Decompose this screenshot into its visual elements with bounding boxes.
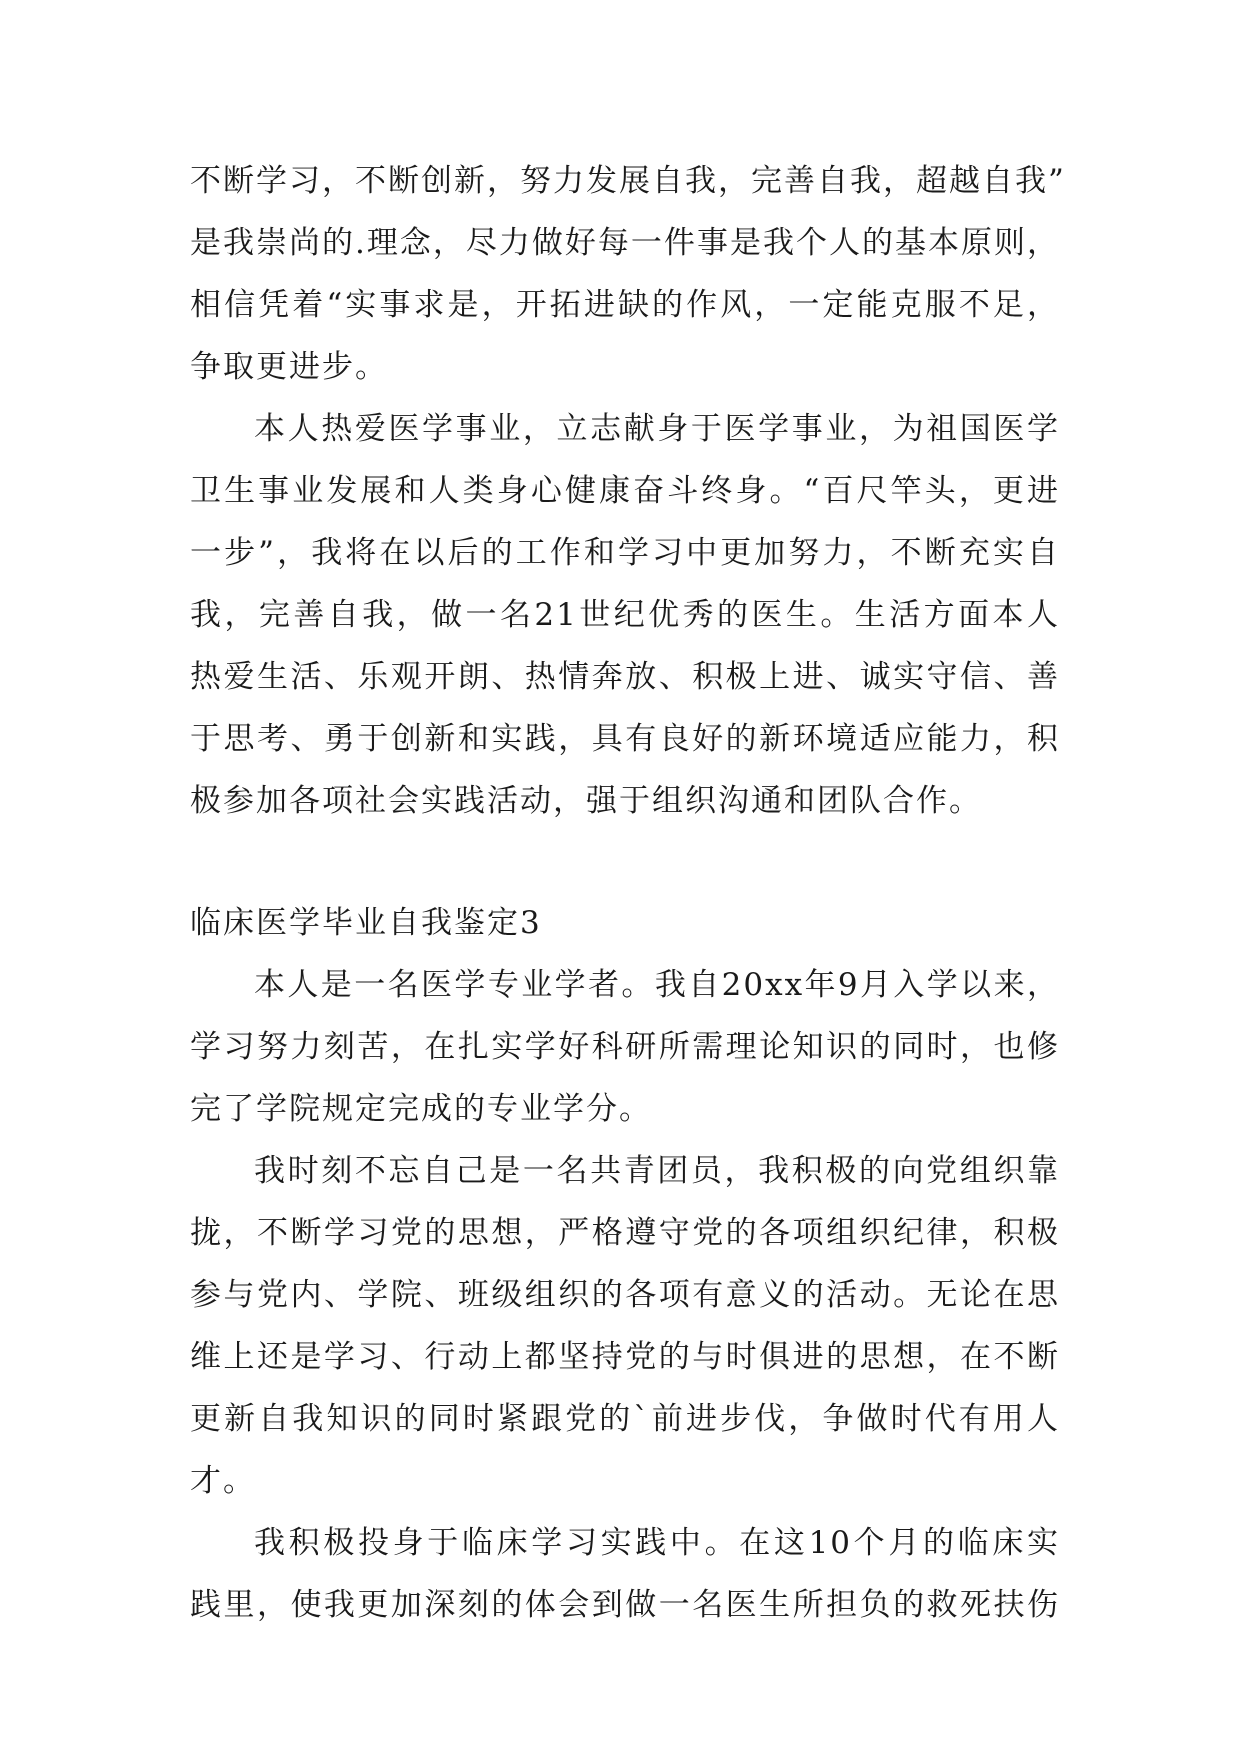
text-line: 极参加各项社会实践活动，强于组织沟通和团队合作。 — [190, 783, 982, 819]
paragraph — [190, 150, 1066, 398]
text-line: 卫生事业发展和人类身心健康奋斗终身。“百尺竿头，更进 — [190, 473, 1060, 509]
paragraph — [190, 1140, 1060, 1512]
text-line: 热爱生活、乐观开朗、热情奔放、积极上进、诚实守信、善 — [190, 659, 1060, 695]
paragraph — [190, 1512, 1060, 1636]
text-line: 我时刻不忘自己是一名共青团员，我积极的向党组织靠 — [254, 1153, 1060, 1189]
text-line: 参与党内、学院、班级组织的各项有意义的活动。无论在思 — [190, 1277, 1060, 1313]
paragraph — [190, 954, 1060, 1140]
text-line: 不断学习，不断创新，努力发展自我，完善自我，超越自我” — [190, 163, 1066, 199]
text-line: 争取更进步。 — [190, 349, 388, 385]
text-line: 相信凭着“实事求是，开拓进缺的作风，一定能克服不足， — [190, 287, 1060, 323]
section-heading: 临床医学毕业自我鉴定3 — [190, 905, 542, 941]
text-line: 于思考、勇于创新和实践，具有良好的新环境适应能力，积 — [190, 721, 1060, 757]
text-line: 完了学院规定完成的专业学分。 — [190, 1091, 652, 1127]
text-line: 维上还是学习、行动上都坚持党的与时俱进的思想，在不断 — [190, 1339, 1060, 1375]
text-line: 才。 — [190, 1463, 256, 1499]
text-line: 一步”，我将在以后的工作和学习中更加努力，不断充实自 — [190, 535, 1060, 571]
text-line: 本人热爱医学事业，立志献身于医学事业，为祖国医学 — [254, 411, 1060, 447]
text-line: 是我崇尚的.理念，尽力做好每一件事是我个人的基本原则， — [190, 225, 1060, 261]
text-line: 学习努力刻苦，在扎实学好科研所需理论知识的同时，也修 — [190, 1029, 1060, 1065]
document-page — [190, 150, 1066, 1636]
text-line: 拢，不断学习党的思想，严格遵守党的各项组织纪律，积极 — [190, 1215, 1060, 1251]
text-line: 更新自我知识的同时紧跟党的`前进步伐，争做时代有用人 — [190, 1401, 1060, 1437]
paragraph — [190, 398, 1060, 832]
text-line: 我，完善自我，做一名21世纪优秀的医生。生活方面本人 — [190, 597, 1060, 633]
text-line: 践里，使我更加深刻的体会到做一名医生所担负的救死扶伤 — [190, 1587, 1060, 1623]
text-line: 我积极投身于临床学习实践中。在这10个月的临床实 — [254, 1525, 1060, 1561]
text-line: 本人是一名医学专业学者。我自20xx年9月入学以来， — [254, 967, 1060, 1003]
